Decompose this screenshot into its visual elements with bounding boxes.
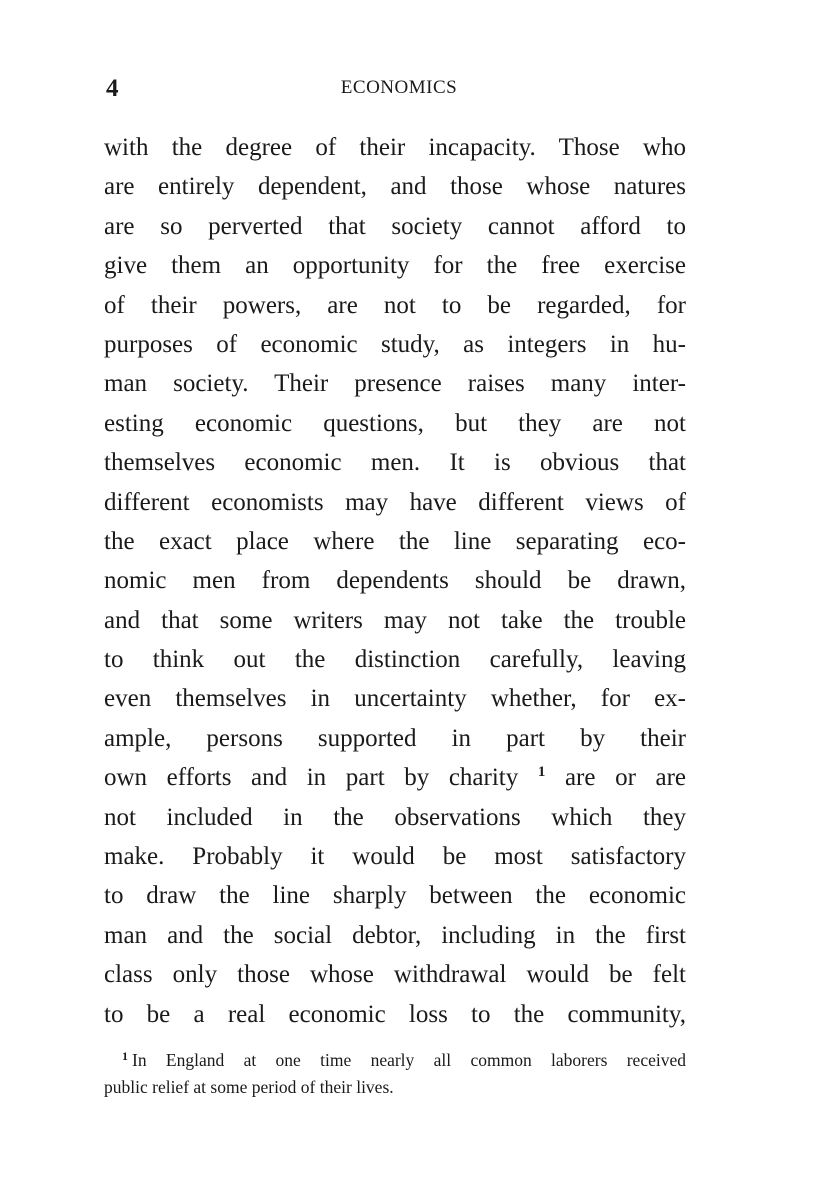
- footnote-text: In England at one time nearly all common laborers received: [132, 1050, 686, 1070]
- footnote-line: [104, 1047, 686, 1074]
- text-line: different economists may have different views of: [104, 488, 686, 516]
- text-line: not included in the observations which they: [104, 803, 686, 831]
- text-line: man and the social debtor, including in the first: [104, 921, 686, 949]
- text-line: are so perverted that society cannot afford to: [104, 212, 686, 240]
- text-line: to draw the line sharply between the economic: [104, 882, 686, 910]
- text-line: with the degree of their incapacity. Those who: [104, 134, 686, 161]
- body-text: [104, 128, 686, 1034]
- text-line-with-footnote-ref: [104, 758, 686, 797]
- footnotes: [104, 1047, 686, 1101]
- text-line: nomic men from dependents should be drawn,: [104, 567, 686, 595]
- text-line: esting economic questions, but they are not: [104, 409, 686, 437]
- page-header: [104, 72, 686, 108]
- line-17-before: own efforts and in part by charity: [104, 764, 519, 792]
- footnote-text: public relief at some period of their lives.: [104, 1077, 394, 1097]
- footnote-line: [104, 1074, 686, 1101]
- text-line: and that some writers may not take the trouble: [104, 606, 686, 634]
- line-17-after: are or are: [545, 764, 686, 792]
- footnote-reference: 1: [537, 764, 546, 781]
- text-line: themselves economic men. It is obvious that: [104, 449, 686, 477]
- text-line: ample, persons supported in part by their: [104, 724, 686, 752]
- text-line: give them an opportunity for the free exercise: [104, 252, 686, 280]
- text-line: man society. Their presence raises many inter-: [104, 370, 686, 398]
- footnote-number: 1: [122, 1049, 128, 1063]
- page-number: 4: [106, 75, 119, 102]
- text-line: to be a real economic loss to the community,: [104, 1000, 686, 1028]
- running-head: ECONOMICS: [340, 77, 458, 98]
- text-line: make. Probably it would be most satisfactory: [104, 843, 686, 871]
- text-line: are entirely dependent, and those whose natures: [104, 173, 686, 201]
- text-line: even themselves in uncertainty whether, for ex-: [104, 685, 686, 713]
- text-line: class only those whose withdrawal would be felt: [104, 961, 686, 989]
- text-line: of their powers, are not to be regarded, for: [104, 291, 686, 319]
- text-line: the exact place where the line separating eco-: [104, 527, 686, 555]
- text-line: purposes of economic study, as integers in hu-: [104, 330, 686, 358]
- text-line: to think out the distinction carefully, leaving: [104, 646, 686, 674]
